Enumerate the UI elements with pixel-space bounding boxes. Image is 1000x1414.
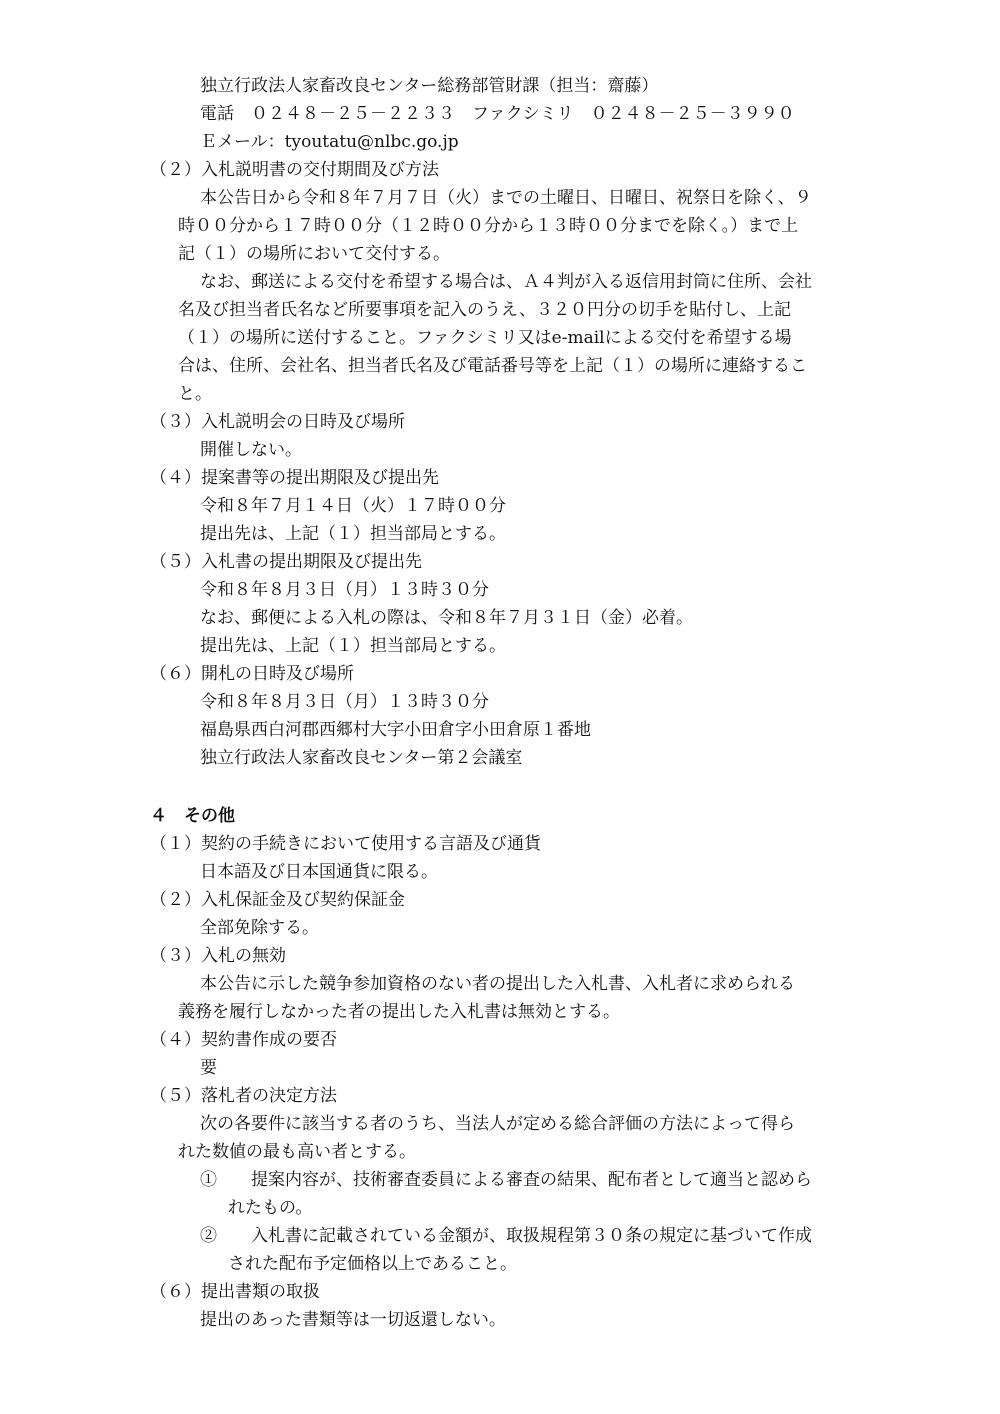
paragraph-line: 令和８年８月３日（月）１３時３０分 bbox=[200, 580, 489, 600]
paragraph-line: なお、郵便による入札の際は、令和８年７月３１日（金）必着。 bbox=[200, 608, 693, 628]
paragraph-line: 開催しない。 bbox=[200, 440, 302, 460]
paragraph-line: 本公告日から令和８年７月７日（火）までの土曜日、日曜日、祝祭日を除く、９ bbox=[200, 188, 812, 208]
paragraph-line: と。 bbox=[178, 384, 212, 404]
section-heading: （４）提案書等の提出期限及び提出先 bbox=[150, 468, 439, 488]
paragraph-line: 令和８年８月３日（月）１３時３０分 bbox=[200, 692, 489, 712]
paragraph-line: 全部免除する。 bbox=[200, 918, 319, 938]
paragraph-line: 合は、住所、会社名、担当者氏名及び電話番号等を上記（１）の場所に連絡するこ bbox=[178, 356, 807, 376]
section-heading: （３）入札の無効 bbox=[150, 946, 286, 966]
section-heading: （３）入札説明会の日時及び場所 bbox=[150, 412, 405, 432]
section-heading: （５）入札書の提出期限及び提出先 bbox=[150, 552, 422, 572]
paragraph-line: 提出先は、上記（１）担当部局とする。 bbox=[200, 636, 506, 656]
paragraph-line: 要 bbox=[200, 1058, 217, 1078]
contact-phone-fax: 電話 ０２４８－２５－２２３３ ファクシミリ ０２４８－２５－３９９０ bbox=[200, 104, 795, 124]
paragraph-line: 次の各要件に該当する者のうち、当法人が定める総合評価の方法によって得ら bbox=[200, 1114, 795, 1134]
paragraph-line: れた数値の最も高い者とする。 bbox=[178, 1142, 416, 1162]
paragraph-line: 日本語及び日本国通貨に限る。 bbox=[200, 862, 438, 882]
section-heading: （５）落札者の決定方法 bbox=[150, 1086, 337, 1106]
contact-email: Ｅメール：tyoutatu@nlbc.go.jp bbox=[200, 132, 459, 152]
section-heading: （２）入札説明書の交付期間及び方法 bbox=[150, 160, 439, 180]
section-heading: （６）提出書類の取扱 bbox=[150, 1282, 320, 1302]
paragraph-line: 時００分から１７時００分（１２時００分から１３時００分までを除く。）まで上 bbox=[178, 216, 799, 236]
list-item: ② 入札書に記載されている金額が、取扱規程第３０条の規定に基づいて作成 bbox=[200, 1226, 812, 1246]
paragraph-line: 独立行政法人家畜改良センター第２会議室 bbox=[200, 748, 523, 768]
paragraph-line: 記（１）の場所において交付する。 bbox=[178, 244, 450, 264]
paragraph-line: 義務を履行しなかった者の提出した入札書は無効とする。 bbox=[178, 1002, 620, 1022]
section-title: ４ その他 bbox=[150, 806, 235, 826]
paragraph-line: 福島県西白河郡西郷村大字小田倉字小田倉原１番地 bbox=[200, 720, 591, 740]
paragraph-line: 提出先は、上記（１）担当部局とする。 bbox=[200, 524, 506, 544]
section-heading: （６）開札の日時及び場所 bbox=[150, 664, 354, 684]
section-heading: （１）契約の手続きにおいて使用する言語及び通貨 bbox=[150, 834, 541, 854]
list-item: れたもの。 bbox=[228, 1198, 313, 1218]
list-item: された配布予定価格以上であること。 bbox=[228, 1254, 517, 1274]
paragraph-line: 名及び担当者氏名など所要事項を記入のうえ、３２０円分の切手を貼付し、上記 bbox=[178, 300, 792, 320]
paragraph-line: 提出のあった書類等は一切返還しない。 bbox=[200, 1310, 506, 1330]
paragraph-line: 令和８年７月１４日（火）１７時００分 bbox=[200, 496, 506, 516]
paragraph-line: なお、郵送による交付を希望する場合は、Ａ４判が入る返信用封筒に住所、会社 bbox=[200, 272, 812, 292]
contact-office: 独立行政法人家畜改良センター総務部管財課（担当：齋藤） bbox=[200, 76, 659, 96]
paragraph-line: 本公告に示した競争参加資格のない者の提出した入札書、入札者に求められる bbox=[200, 974, 795, 994]
paragraph-line: （１）の場所に送付すること。ファクシミリ又はe-mailによる交付を希望する場 bbox=[178, 328, 792, 348]
section-heading: （４）契約書作成の要否 bbox=[150, 1030, 337, 1050]
section-heading: （２）入札保証金及び契約保証金 bbox=[150, 890, 405, 910]
list-item: ① 提案内容が、技術審査委員による審査の結果、配布者として適当と認めら bbox=[200, 1170, 812, 1190]
